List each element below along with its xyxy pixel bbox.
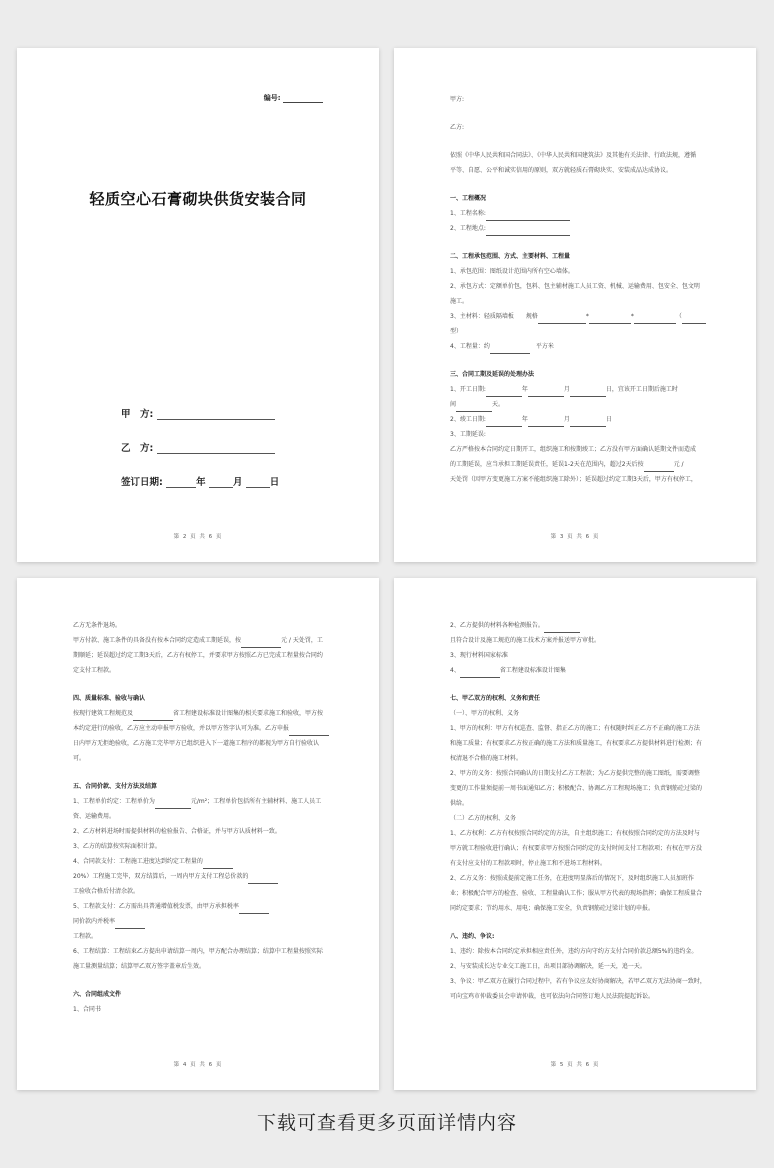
- text-line: （二）乙方的权利、义务: [450, 815, 517, 822]
- fill-blank: [486, 390, 522, 397]
- text-span: 4、: [450, 667, 460, 674]
- section-heading: 七、甲乙双方的权利、义务和责任: [450, 695, 541, 702]
- text-line: [450, 221, 706, 236]
- text-line: 甲方就工程验收进行确认；有权要求甲方按照合同约定的支付时间支付工程款项；有权在甲方没: [450, 845, 703, 852]
- text-line: 定支付工程款。: [73, 667, 116, 674]
- text-line: 3、工期延误:: [450, 431, 486, 438]
- text-span: 2、竣工日期:: [450, 416, 486, 423]
- sign-date-label: 签订日期:: [121, 477, 163, 488]
- text-span: 20%）工程施工完毕，双方结算后，一周内甲方支付工程总价款的: [73, 873, 249, 880]
- fill-blank: [589, 317, 631, 324]
- text-line: 1、乙方权利：乙方有权按照合同约定的方法，自主组织施工；有权按照合同约定的方法及时与: [450, 830, 700, 837]
- text-line: [450, 397, 706, 412]
- fill-blank: [538, 317, 586, 324]
- text-line: 乙方严格按本合同约定日期开工，组织施工和按期竣工；乙方没有甲方面确认延期文件而造成: [450, 446, 697, 453]
- fill-blank: [528, 420, 564, 427]
- document-page-cover: [17, 48, 379, 562]
- text-line: 3、争议：甲乙双方在履行合同过程中，若有争议应友好协商解决，若甲乙双方无法协商一致时，: [450, 978, 706, 985]
- text-span: 间: [450, 401, 457, 408]
- fill-blank: [460, 671, 500, 678]
- text-line: [73, 706, 329, 721]
- party-b-label: 乙 方:: [121, 443, 154, 454]
- fill-blank: [289, 729, 329, 736]
- section-heading: 三、合同工期及延误的处理办法: [450, 371, 535, 378]
- text-span: 元 /: [673, 461, 684, 468]
- fill-blank: [155, 802, 191, 809]
- fill-blank: [486, 229, 570, 236]
- text-line: 3、现行材料国家标准: [450, 652, 508, 659]
- text-span: 天。: [492, 401, 505, 408]
- document-page-2: [394, 48, 756, 562]
- text-span: 2、工程地点:: [450, 225, 486, 232]
- text-line: [450, 309, 706, 324]
- document-title: 轻质空心石膏砌块供货安装合同: [89, 190, 307, 208]
- document-page-3: [17, 578, 379, 1090]
- text-line: [450, 206, 706, 221]
- text-line: 供给。: [450, 800, 469, 807]
- text-line: 工程款。: [73, 933, 98, 940]
- text-span: *: [585, 313, 589, 320]
- text-span: 月: [563, 386, 570, 393]
- fill-blank: [239, 907, 269, 914]
- text-span: 省工程建设标准设计图集: [499, 667, 566, 674]
- text-line: 变更的工作量须提前一周书面通知乙方；积极配合、协调乙方工程现场施工；负责钢筋砼过梁的: [450, 785, 703, 792]
- month-blank: [209, 478, 233, 488]
- text-line: 施工。: [450, 298, 469, 305]
- day-blank: [246, 478, 270, 488]
- fill-blank: [634, 317, 676, 324]
- text-span: 1、开工日期:: [450, 386, 486, 393]
- text-line: （一）、甲方的权利、义务: [450, 710, 520, 717]
- fill-blank: [544, 626, 580, 633]
- fill-blank: [115, 922, 145, 929]
- fill-blank: [490, 347, 530, 354]
- fill-blank: [570, 390, 606, 397]
- text-span: 月: [563, 416, 570, 423]
- text-span: 平方米: [535, 343, 554, 350]
- fill-blank: [241, 641, 281, 648]
- page-footer: 第 2 页 共 6 页: [173, 534, 223, 540]
- fill-blank: [682, 317, 706, 324]
- text-line: [73, 914, 329, 929]
- page-body: [73, 618, 329, 1017]
- text-span: 本约定进行的验收，乙方应主动申报甲方验收，并以甲方签字认可为准。乙方申报: [73, 725, 290, 732]
- year-label: 年: [196, 477, 206, 488]
- fill-blank: [133, 714, 173, 721]
- text-span: 年: [521, 386, 528, 393]
- text-line: [73, 633, 329, 648]
- page-body: [450, 618, 706, 1004]
- fill-blank: [203, 862, 233, 869]
- text-line: 日内甲方无拒绝验收，乙方施工完毕甲方已组织进入下一道施工程序的都视为甲方自行验收认: [73, 740, 320, 747]
- text-line: 3、乙方的结算按实际面积计算。: [73, 843, 161, 850]
- fill-blank: [248, 877, 278, 884]
- text-line: [450, 412, 706, 427]
- section-heading: 八、违约、争议:: [450, 933, 495, 940]
- text-line: [73, 854, 329, 869]
- text-line: 且符合设计及施工规范的施工技术方案并报送甲方审批。: [450, 637, 601, 644]
- text-line: 业；积极配合甲方的检查、验收、工程量确认工作；服从甲方代表的现场指挥；确保工程质量合: [450, 890, 703, 897]
- text-span: 的工期延误，应当承担工期延误责任，延误1-2天在范围内，超过2天后按: [450, 461, 644, 468]
- text-line: 2、乙方义务：按照成提前定施工任务，在进度明显落后的情况下，及时组织施工人员加班作: [450, 875, 694, 882]
- text-line: 平等、自愿、公平和诚实信用的原则，双方就轻质石膏砌块实、安装成品达成协议。: [450, 167, 673, 174]
- text-span: 5、工程款支付：乙方需出具普通增值税发票，由甲方承担税率: [73, 903, 239, 910]
- text-line: 2、乙方材料进场时需提供材料的检验报告、合格证，并与甲方认质材料一致。: [73, 828, 281, 835]
- text-span: 元 / 天处罚，工: [281, 637, 323, 644]
- text-line: [73, 869, 329, 884]
- text-line: 天处罚（因甲方变更施工方案不能组织施工除外）；延误超过约定工期3天后，甲方有权停工，: [450, 476, 697, 483]
- text-span: 元/m²；工程单价包括所有主辅材料、施工人员工: [190, 798, 322, 805]
- text-line: 1、合同书: [73, 1006, 101, 1013]
- fill-blank: [644, 465, 674, 472]
- text-line: 甲方:: [450, 96, 465, 103]
- text-line: 1、承包范围：图纸设计范围内所有空心墙体。: [450, 268, 574, 275]
- contract-number-blank: [283, 95, 323, 103]
- fill-blank: [486, 214, 570, 221]
- text-span: 2、乙方提供的材料各种检测报告。: [450, 622, 544, 629]
- text-line: [73, 794, 329, 809]
- day-label: 日: [269, 477, 280, 488]
- text-line: 有支付应支付的工程款项时，停止施工和不进场工程材料。: [450, 860, 607, 867]
- text-line: 2、与安装成长达专业交工施工日，出项目部协调解决，延一天，追一天。: [450, 963, 646, 970]
- text-span: 4、合同款支付：工程施工进度达到约定工程量的: [73, 858, 203, 865]
- text-line: 期顺延；延误超过约定工期3天后，乙方有权停工，并要求甲方按照乙方已完成工程量按合同约: [73, 652, 323, 659]
- contract-number-label: 编号:: [263, 94, 281, 102]
- page-footer: 第 5 页 共 6 页: [550, 1062, 600, 1068]
- text-line: 1、违约：除按本合同约定承担相应责任外，违约方向守约方支付合同价款总额5%的违约金。: [450, 948, 698, 955]
- text-line: [450, 618, 706, 633]
- text-span: 同价款内并税率: [73, 918, 116, 925]
- download-cta-text: 下载可查看更多页面详情内容: [256, 1112, 517, 1134]
- section-heading: 四、质量标准、验收与确认: [73, 695, 146, 702]
- text-line: 资、运输费用。: [73, 813, 116, 820]
- sign-date-line: [121, 474, 279, 488]
- text-line: 6、工程结算：工程结束乙方提出申请结算一周内，甲方配合办理结算；结算中工程量按照实际: [73, 948, 323, 955]
- text-line: 1、甲方的权利：甲方有权巡查、监督、指正乙方的施工；有权随时纠正乙方不正确的施工方法: [450, 725, 700, 732]
- contract-number-field: [264, 93, 323, 103]
- text-line: [73, 899, 329, 914]
- text-line: 可。: [73, 755, 86, 762]
- text-span: 年: [521, 416, 528, 423]
- party-b-line: [121, 440, 275, 454]
- page-body: [450, 92, 706, 487]
- text-line: 可向宝鸡市仲裁委员会申请仲裁，也可依法向合同签订地人民法院提起诉讼。: [450, 993, 655, 1000]
- document-page-4: [394, 578, 756, 1090]
- section-heading: 一、工程概况: [450, 195, 487, 202]
- text-span: 1、工程名称:: [450, 210, 486, 217]
- text-line: 2、承包方式：定额单价包，包料、包主辅材施工人员工资、机械、运输费用、包安全、包文明: [450, 283, 700, 290]
- fill-blank: [528, 390, 564, 397]
- party-a-line: [121, 406, 275, 420]
- text-line: 2、甲方的义务：按照合同确认的日期支付乙方工程款；为乙方提供完整的施工图纸，需要调整: [450, 770, 700, 777]
- text-span: *: [630, 313, 634, 320]
- text-line: [73, 721, 329, 736]
- fill-blank: [456, 405, 492, 412]
- text-span: 按现行建筑工程规范及: [73, 710, 134, 717]
- text-line: 同约定要求；节约用水、用电；确保施工安全，负责钢筋砼过梁计划的申报。: [450, 905, 655, 912]
- text-span: 3、主材料：轻质隔墙板 规格: [450, 313, 538, 320]
- text-line: 权清退不合格的施工材料。: [450, 755, 523, 762]
- party-b-blank: [157, 444, 275, 454]
- page-footer: 第 4 页 共 6 页: [173, 1062, 223, 1068]
- month-label: 月: [232, 477, 243, 488]
- section-heading: 六、合同组成文件: [73, 991, 122, 998]
- text-line: 工验收合格后付清余款。: [73, 888, 140, 895]
- text-span: 4、工程量：约: [450, 343, 490, 350]
- text-line: 施工量测量结算；结算甲乙双方签字盖章后生效。: [73, 963, 206, 970]
- text-span: 甲方付款、施工条件的具备没有按本合同约定造成工期延误，按: [73, 637, 242, 644]
- fill-blank: [570, 420, 606, 427]
- text-span: （: [675, 313, 682, 320]
- text-line: [450, 663, 706, 678]
- text-line: 乙方:: [450, 124, 465, 131]
- text-line: 和施工质量；有权要求乙方按正确的施工方法和质量施工，有权要求乙方提供材料进行检测；有: [450, 740, 703, 747]
- text-span: 日，宜该开工日期后施工时: [605, 386, 678, 393]
- text-line: [450, 339, 706, 354]
- year-blank: [166, 478, 196, 488]
- fill-blank: [486, 420, 522, 427]
- section-heading: 五、合同价款、支付方法及结算: [73, 783, 158, 790]
- text-line: 依照《中华人民共和国合同法》、《中华人民共和国建筑法》及其他有关法律、行政法规，遵循: [450, 152, 697, 159]
- text-line: 型）: [450, 328, 463, 335]
- text-span: 1、工程单价约定：工程单价为: [73, 798, 155, 805]
- party-a-blank: [157, 410, 275, 420]
- text-span: 日: [605, 416, 612, 423]
- text-line: 乙方无条件退场。: [73, 622, 122, 629]
- section-heading: 二、工程承包范围、方式、主要材料、工程量: [450, 253, 571, 260]
- text-span: 省工程建设标准设计图集的相关要求施工和验收，甲方按: [173, 710, 324, 717]
- text-line: [450, 457, 706, 472]
- party-a-label: 甲 方:: [121, 409, 154, 420]
- page-footer: 第 3 页 共 6 页: [550, 534, 600, 540]
- text-line: [450, 382, 706, 397]
